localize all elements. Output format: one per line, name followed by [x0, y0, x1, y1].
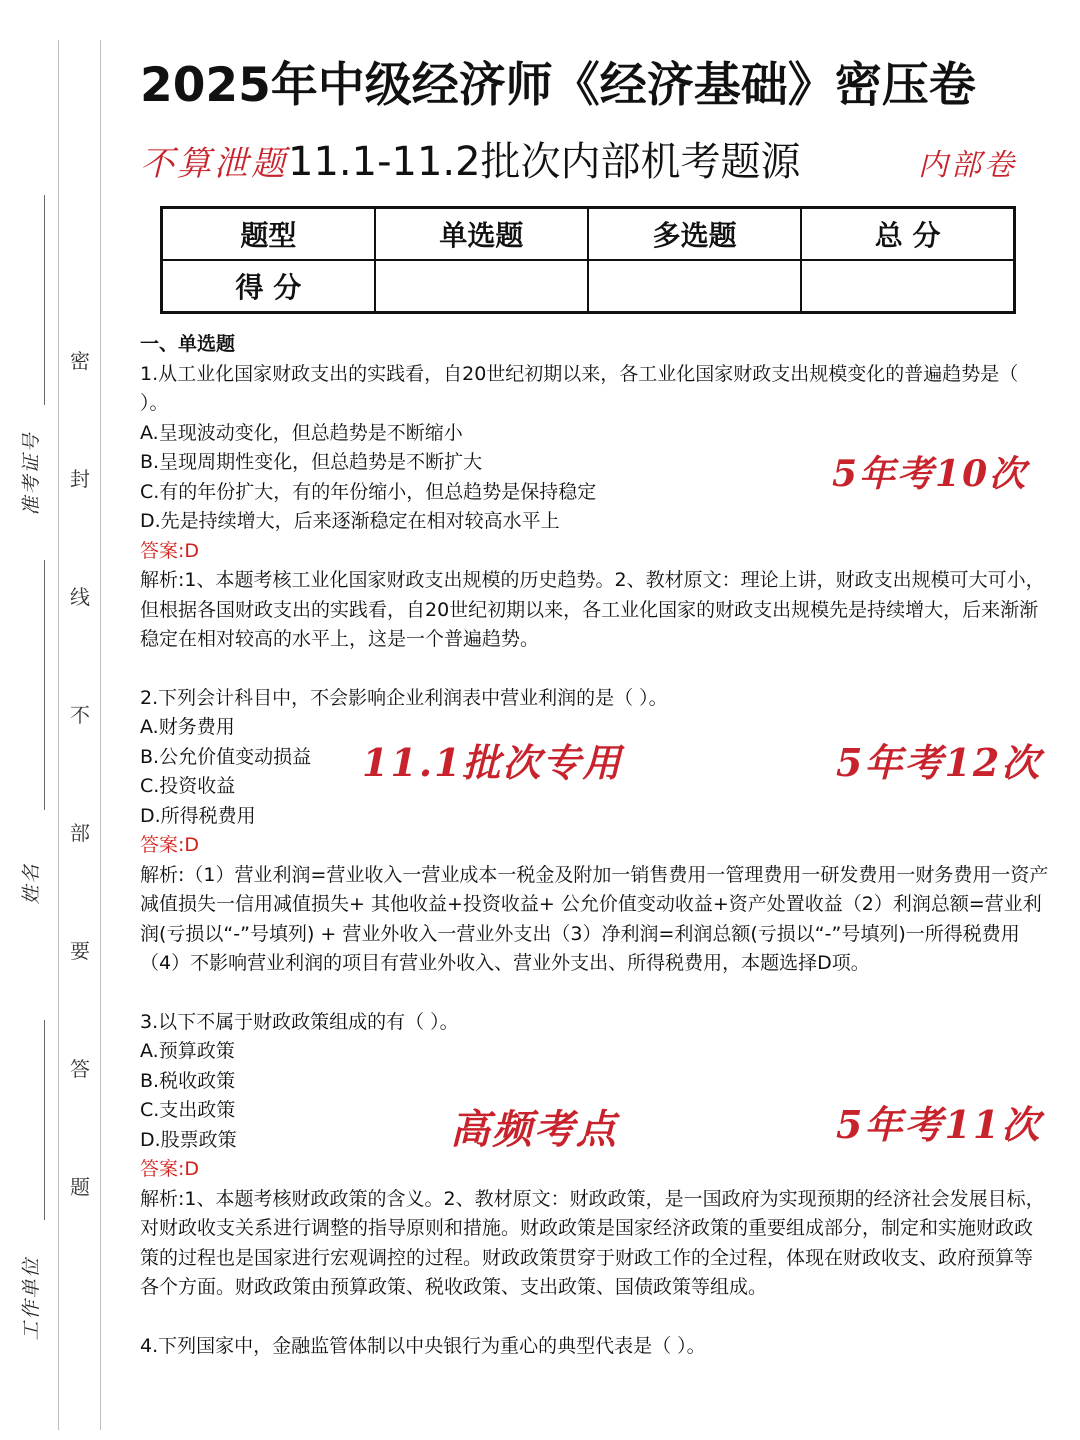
label-admission-number: 准考证号	[20, 431, 43, 516]
handwritten-note-q3-count: 5年考11次	[836, 1102, 1042, 1147]
question-1-option-d: D.先是持续增大，后来逐渐稳定在相对较高水平上	[140, 510, 560, 532]
question-2-analysis: 解析:（1）营业利润=营业收入一营业成本一税金及附加一销售费用一管理费用一研发费用一财务费用一资产减值损失一信用减值损失+ 其他收益+投资收益+ 公允价值变动收益+资产处置收益（2）利润总额=营业利润(亏损以“-”号填列) + 营业外收入一营业外支出（3）净利润=利润总额(亏损以“-”号填列)一所得税费用（4）不影响营业利润的项目有营业外收入、营业外支出、所得税费用，本题选择D项。	[140, 863, 1049, 974]
question-3-answer: 答案:D	[140, 1158, 200, 1180]
seal-char: 封	[70, 467, 90, 491]
question-3-stem: 3.以下不属于财政政策组成的有（ ）。	[140, 1010, 459, 1033]
seal-char: 不	[70, 703, 90, 727]
seal-char: 部	[70, 821, 90, 845]
question-1-option-a: A.呈现波动变化，但总趋势是不断缩小	[140, 421, 463, 444]
header-question-type: 题型	[162, 208, 375, 261]
row-score-label: 得 分	[162, 260, 375, 313]
header-multi-choice: 多选题	[588, 208, 801, 261]
question-2-option-d: D.所得税费用	[140, 804, 256, 827]
question-3-option-c: C.支出政策	[140, 1099, 236, 1121]
question-2-option-c: C.投资收益	[140, 775, 236, 797]
header-single-choice: 单选题	[375, 208, 588, 261]
inner-volume-mark: 内部卷	[918, 148, 1017, 183]
blank-admission	[44, 195, 45, 405]
score-table	[160, 206, 1016, 314]
question-3-option-d: D.股票政策	[140, 1128, 237, 1151]
handwritten-note-q3-frequent: 高频考点	[450, 1106, 618, 1153]
blank-name	[44, 560, 45, 810]
question-1-analysis: 解析:1、本题考核工业化国家财政支出规模的历史趋势。2、教材原文：理论上讲，财政支出规模可大可小，但根据各国财政支出的实践看，自20世纪初期以来，各工业化国家的财政支出规模先是持续增大，后来渐渐稳定在相对较高的水平上，这是一个普遍趋势。	[140, 569, 1045, 650]
page-title: 2025年中级经济师《经济基础》密压卷	[140, 58, 976, 113]
question-1-option-c: C.有的年份扩大，有的年份缩小，但总趋势是保持稳定	[140, 480, 597, 503]
subtitle-red: 不算泄题	[140, 144, 288, 184]
seal-char: 线	[70, 585, 90, 609]
score-total[interactable]	[801, 260, 1014, 313]
score-table-header-row	[162, 208, 1015, 261]
binding-line-inner	[100, 40, 101, 1430]
question-2-option-b: B.公允价值变动损益	[140, 745, 312, 768]
subtitle	[140, 130, 801, 187]
question-3-option-b: B.税收政策	[140, 1069, 236, 1092]
question-3-option-a: A.预算政策	[140, 1040, 235, 1062]
handwritten-note-q1: 5年考10次	[832, 453, 1028, 495]
question-2-option-a: A.财务费用	[140, 716, 235, 738]
seal-char: 要	[70, 939, 90, 963]
handwritten-note-q2-batch: 11.1批次专用	[362, 740, 623, 785]
question-2-stem: 2.下列会计科目中，不会影响企业利润表中营业利润的是（ ）。	[140, 686, 668, 709]
binding-line-outer	[58, 40, 59, 1430]
question-1-option-b: B.呈现周期性变化，但总趋势是不断扩大	[140, 451, 483, 473]
score-single-choice[interactable]	[375, 260, 588, 313]
label-name: 姓名	[20, 862, 43, 905]
header-total: 总 分	[801, 208, 1014, 261]
handwritten-note-q2-count: 5年考12次	[836, 740, 1042, 785]
score-multi-choice[interactable]	[588, 260, 801, 313]
question-4-stem: 4.下列国家中，金融监管体制以中央银行为重心的典型代表是（ ）。	[140, 1334, 706, 1357]
label-work-unit: 工作单位	[20, 1256, 43, 1341]
seal-char: 答	[70, 1057, 90, 1081]
question-1-answer: 答案:D	[140, 539, 200, 562]
score-table-score-row	[162, 260, 1015, 313]
seal-char: 密	[70, 349, 90, 373]
seal-char: 题	[70, 1175, 90, 1199]
question-2-answer: 答案:D	[140, 834, 200, 856]
question-1-stem: 1.从工业化国家财政支出的实践看，自20世纪初期以来，各工业化国家财政支出规模变化的普遍趋势是（ ）。	[140, 362, 1019, 414]
subtitle-main: 11.1-11.2批次内部机考题源	[288, 139, 801, 185]
section-heading: 一、单选题	[140, 333, 236, 355]
blank-work-unit	[44, 1020, 45, 1220]
question-3-analysis: 解析:1、本题考核财政政策的含义。2、教材原文：财政政策，是一国政府为实现预期的经济社会发展目标，对财政收支关系进行调整的指导原则和措施。财政政策是国家经济政策的重要组成部分，制定和实施财政政策的过程也是国家进行宏观调控的过程。财政政策贯穿于财政工作的全过程，体现在财政收支、政府预算等各个方面。财政政策由预算政策、税收政策、支出政策、国债政策等组成。	[140, 1187, 1045, 1298]
